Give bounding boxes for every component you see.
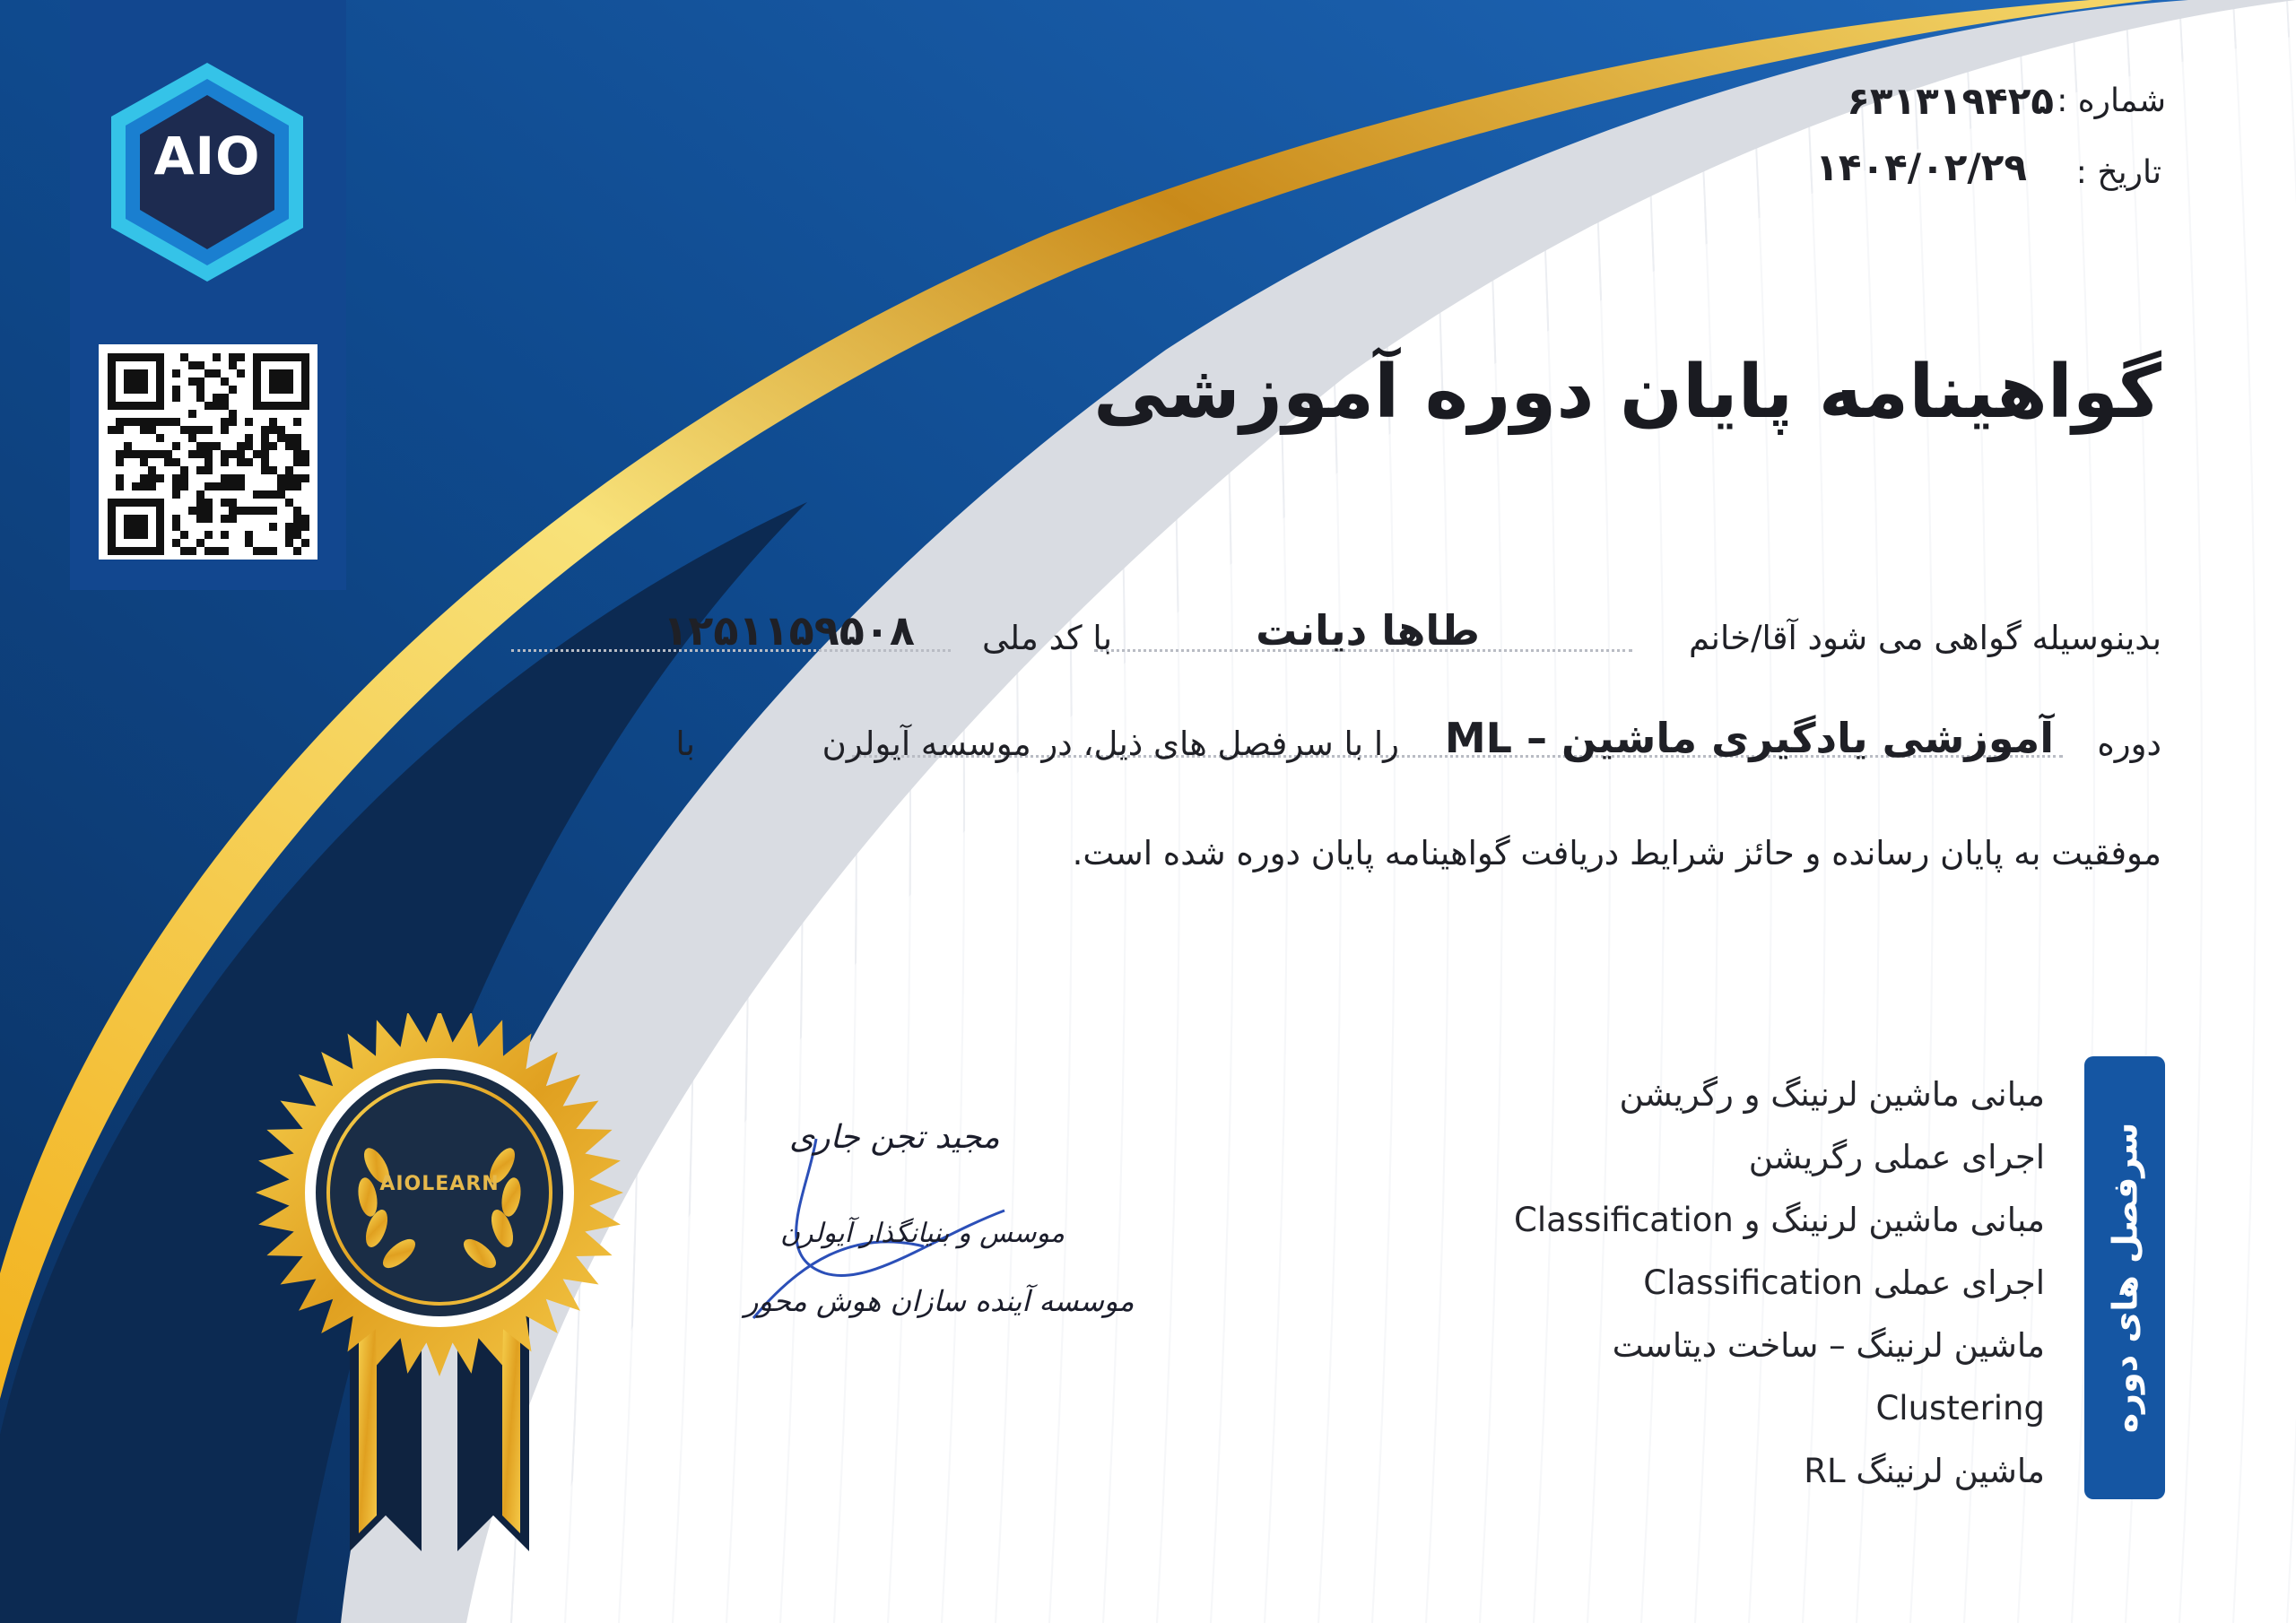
topics-header <box>2084 1056 2165 1499</box>
course-word: دوره <box>2097 725 2161 763</box>
topic-item: ماشین لرنینگ RL <box>1804 1452 2045 1490</box>
number-label: شماره : <box>2057 82 2166 119</box>
topic-item: ماشین لرنینگ – ساخت دیتاست <box>1612 1326 2045 1365</box>
topic-item: اجرای عملی رگریشن <box>1748 1138 2045 1176</box>
date-value: ۱۴۰۴/۰۲/۲۹ <box>1815 145 2027 189</box>
topic-item: مبانی ماشین لرنینگ و Classification <box>1514 1201 2045 1239</box>
topics-header-label: سرفصل های دوره <box>2105 1122 2144 1434</box>
course-text: را با سرفصل های ذیل، در موسسه آیولرن <box>822 725 1399 763</box>
seal-text: AIOLEARN <box>379 1173 500 1195</box>
seal-icon <box>242 1013 637 1551</box>
signer-role: موسس و بنیانگذار آیولرن <box>780 1218 1065 1249</box>
signer-organization: موسسه آینده سازان هوش محور <box>744 1284 1135 1318</box>
date-label: تاریخ : <box>2075 154 2161 191</box>
number-value: ۶۳۱۳۱۹۴۲۵ <box>1847 79 2054 123</box>
course-name: آموزشی یادگیری ماشین – ML <box>1444 714 2054 762</box>
topics-list <box>1363 1063 2045 1503</box>
topic-item: مبانی ماشین لرنینگ و رگریشن <box>1619 1075 2045 1114</box>
completion-text: موفقیت به پایان رسانده و حائز شرایط دریافت گواهینامه پایان دوره شده است. <box>1072 834 2161 872</box>
recipient-name: طاها دیانت <box>1256 606 1480 655</box>
signer-name: مجید تجن جاری <box>789 1119 1000 1156</box>
topic-item: اجرای عملی Classification <box>1643 1263 2045 1302</box>
logo-text: AIO <box>153 126 261 187</box>
intro-text: بدینوسیله گواهی می شود آقا/خانم <box>1689 619 2161 657</box>
certificate-title: گواهینامه پایان دوره آموزشی <box>1093 350 2161 435</box>
national-id-value: ۱۲۵۱۱۵۹۵۰۸ <box>663 606 915 655</box>
topic-item: Clustering <box>1875 1389 2045 1428</box>
course-text-end: با <box>675 725 695 763</box>
qr-code[interactable] <box>99 344 317 560</box>
national-id-label: با کد ملی <box>981 619 1112 657</box>
